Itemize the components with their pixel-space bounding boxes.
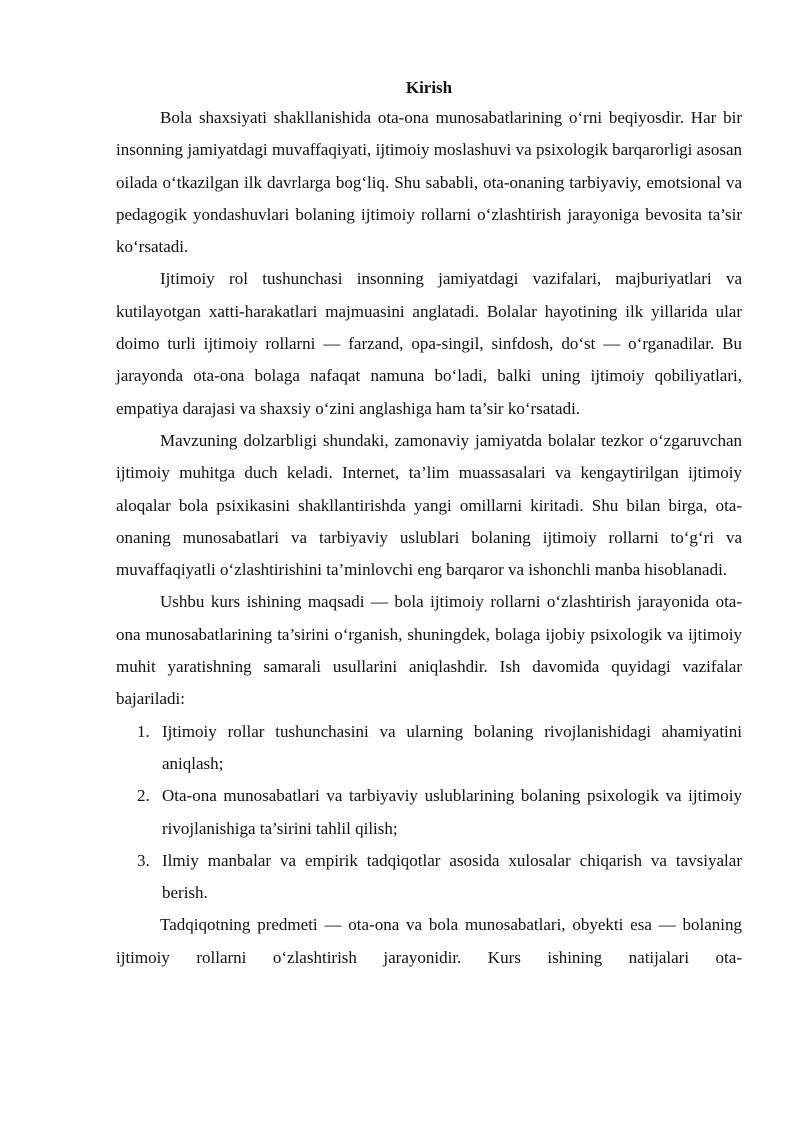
paragraph-2: Ijtimoiy rol tushunchasi insonning jamiyatdagi vazifalari, majburiyatlari va kutilayotgan xatti-harakatlari majmuasini anglatadi. Bolalar hayotining ilk yillarida ular doimo turli ijtimoiy rollarni — farzand, opa-singil, sinfdosh, do‘st — o‘rganadilar. Bu jarayonda ota-ona bolaga nafaqat namuna bo‘ladi, balki uning ijtimoiy qobiliyatlari, empatiya darajasi va shaxsiy o‘zini anglashiga ham ta’sir ko‘rsatadi.: [116, 269, 742, 418]
closing-paragraph: Tadqiqotning predmeti — ota-ona va bola munosabatlari, obyekti esa — bolaning ijtimoiy rollarni o‘zlashtirish jarayonidir. Kurs ishining natijalari ota-: [116, 915, 742, 967]
paragraph-4: Ushbu kurs ishining maqsadi — bola ijtimoiy rollarni o‘zlashtirish jarayonida ota-ona munosabatlarining ta’sirini o‘rganish, shuningdek, bolaga ijobiy psixologik va ijtimoiy muhit yaratishning samarali usullarini aniqlashdir. Ish davomida quyidagi vazifalar bajariladi:: [116, 592, 742, 709]
paragraph-1: Bola shaxsiyati shakllanishida ota-ona munosabatlarining o‘rni beqiyosdir. Har bir insonning jamiyatdagi muvaffaqiyati, ijtimoiy moslashuvi va psixologik barqarorligi asosan oilada o‘tkazilgan ilk davrlarga bog‘liq. Shu sababli, ota-onaning tarbiyaviy, emotsional va pedagogik yondashuvlari bolaning ijtimoiy rollarni o‘zlashtirish jarayoniga bevosita ta’sir ko‘rsatadi.: [116, 108, 742, 257]
page-title: Kirish: [405, 78, 453, 97]
task-list: [116, 716, 742, 910]
list-item-text: Ilmiy manbalar va empirik tadqiqotlar asosida xulosalar chiqarish va tavsiyalar berish.: [162, 850, 742, 903]
list-item-text: Ijtimoiy rollar tushunchasini va ularning bolaning rivojlanishidagi ahamiyatini aniqlash;: [162, 721, 742, 773]
list-item-text: Ota-ona munosabatlari va tarbiyaviy uslublarining bolaning psixologik va ijtimoiy rivojlanishiga ta’sirini tahlil qilish;: [162, 786, 742, 838]
document-page: [116, 74, 742, 974]
list-item: [137, 780, 742, 845]
list-item: [137, 845, 742, 910]
list-item-number: 2.: [137, 786, 150, 806]
list-item-number: 1.: [137, 721, 150, 741]
list-item: [137, 716, 742, 781]
list-item-number: 3.: [137, 850, 150, 870]
paragraph-3: Mavzuning dolzarbligi shundaki, zamonaviy jamiyatda bolalar tezkor o‘zgaruvchan ijtimoiy muhitga duch keladi. Internet, ta’lim muassasalari va kengaytirilgan ijtimoiy aloqalar bola psixikasini shakllantirishda yangi omillarni kiritadi. Shu bilan birga, ota-onaning munosabatlari va tarbiyaviy uslublari bolaning ijtimoiy rollarni to‘g‘ri va muvaffaqiyatli o‘zlashtirishini ta’minlovchi eng barqaror va ishonchli manba hisoblanadi.: [116, 430, 742, 580]
